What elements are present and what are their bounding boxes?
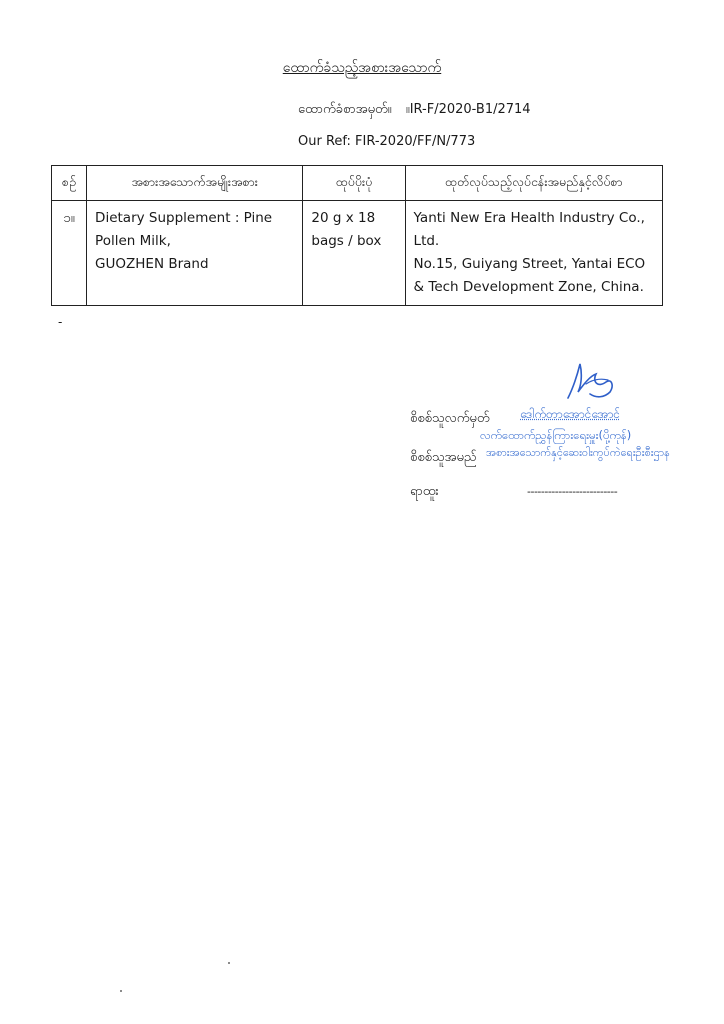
ref-label: ထောက်ခံစာအမှတ်။ xyxy=(298,102,392,117)
items-table xyxy=(51,165,663,306)
cell-manufacturer xyxy=(405,201,662,306)
signer-title: လက်ထောက်ညွှန်ကြားရေးမှူး(ပို့ကုန်) xyxy=(480,428,632,442)
cell-packing xyxy=(303,201,405,306)
document-title: ထောက်ခံသည့်အစားအသောက် xyxy=(282,60,442,76)
speck xyxy=(228,962,230,964)
table-row xyxy=(52,201,663,306)
name-label: စိစစ်သူအမည် xyxy=(410,450,477,465)
food-type-line: GUOZHEN Brand xyxy=(95,256,209,272)
position-blank: -------------------------- xyxy=(527,485,618,498)
reference-line xyxy=(298,101,531,120)
food-type-line: Pollen Milk, xyxy=(95,233,171,249)
speck xyxy=(120,990,122,992)
manufacturer-line: Ltd. xyxy=(413,233,440,249)
packing-line: bags / box xyxy=(311,233,382,249)
header-manufacturer: ထုတ်လုပ်သည့်လုပ်ငန်းအမည်နှင့်လိပ်စာ xyxy=(405,166,662,201)
food-type-line: Dietary Supplement : Pine xyxy=(95,210,273,226)
our-ref: Our Ref: FIR-2020/FF/N/773 xyxy=(298,134,476,149)
signature-label: စိစစ်သူလက်မှတ် xyxy=(410,411,490,426)
position-label: ရာထူး xyxy=(410,484,439,499)
manufacturer-line: & Tech Development Zone, China. xyxy=(413,279,644,295)
cell-serial: ၁။ xyxy=(52,201,87,306)
dash-mark: - xyxy=(58,315,63,329)
manufacturer-line: No.15, Guiyang Street, Yantai ECO xyxy=(413,256,646,272)
signature-scribble xyxy=(560,358,624,406)
manufacturer-line: Yanti New Era Health Industry Co., xyxy=(413,210,645,226)
table-header-row xyxy=(52,166,663,201)
signer-name: ဒေါက်တာအောင်အောင် xyxy=(520,407,621,421)
packing-line: 20 g x 18 xyxy=(311,210,376,226)
header-serial: စဉ် xyxy=(52,166,87,201)
ref-code: ။IR-F/2020-B1/2714 xyxy=(405,102,531,117)
header-food-type: အစားအသောက်အမျိုးအစား xyxy=(87,166,303,201)
signer-department: အစားအသောက်နှင့်ဆေးဝါးကွပ်ကဲရေးဦးစီးဌာန xyxy=(486,446,670,459)
cell-food-type xyxy=(87,201,303,306)
header-packing: ထုပ်ပိုးပုံ xyxy=(303,166,405,201)
